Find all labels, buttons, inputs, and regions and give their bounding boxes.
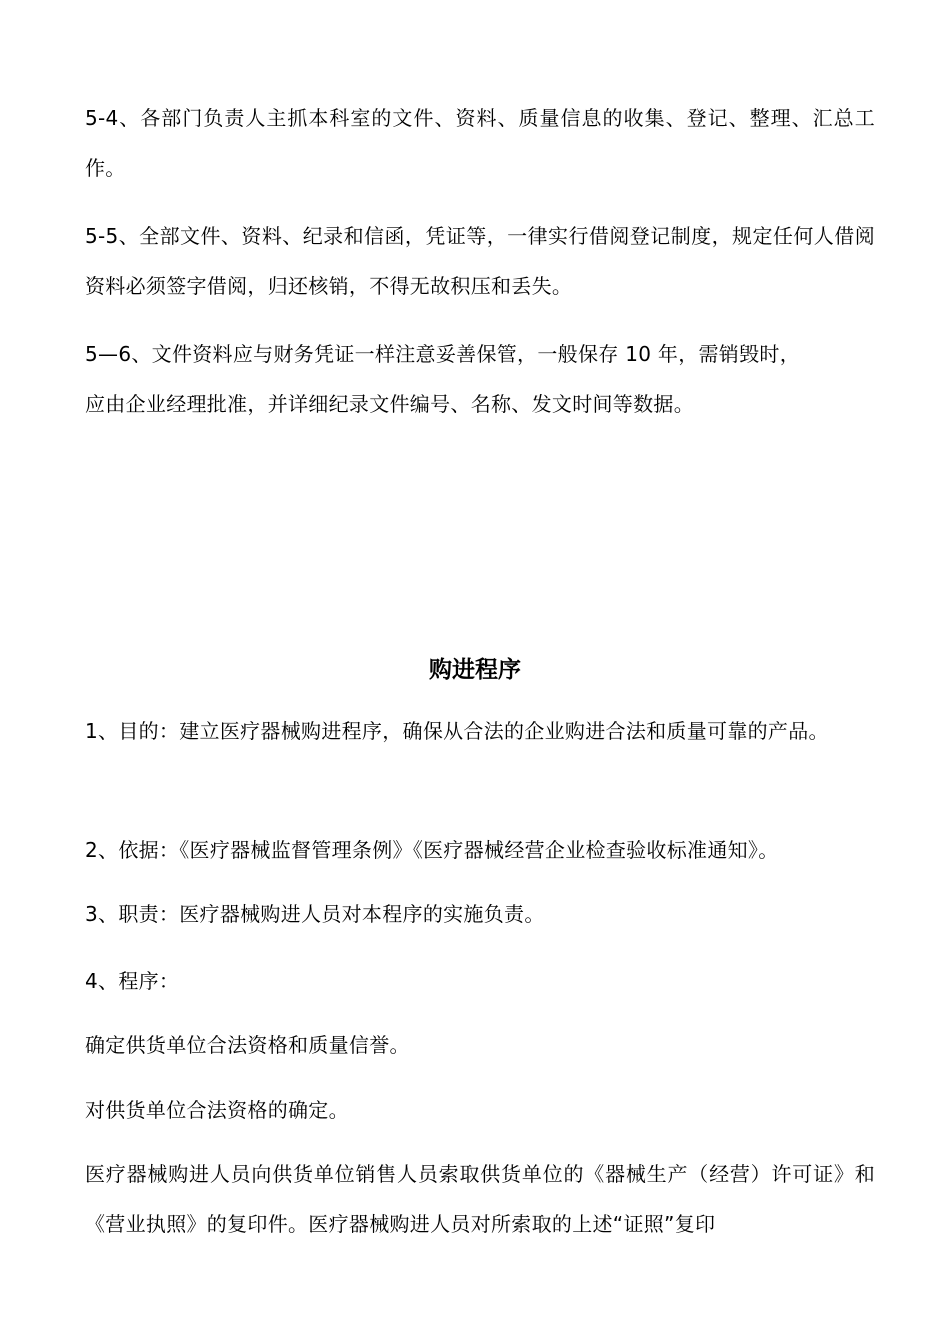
paragraph-5-6-line1: 5—6、文件资料应与财务凭证一样注意妥善保管，一般保存 10 年，需销毁时， xyxy=(85,342,801,366)
item-basis: 2、依据：《医疗器械监督管理条例》《医疗器械经营企业检查验收标准通知》。 xyxy=(85,838,779,862)
paragraph-5-4: 5-4、各部门负责人主抓本科室的文件、资料、质量信息的收集、登记、整理、汇总工作。 xyxy=(85,106,875,180)
step-supplier-qualification: 对供货单位合法资格的确定。 xyxy=(85,1098,349,1122)
item-responsibility: 3、职责：医疗器械购进人员对本程序的实施负责。 xyxy=(85,902,545,926)
step-request-licenses: 医疗器械购进人员向供货单位销售人员索取供货单位的《器械生产（经营）许可证》和《营业执照》的复印件。医疗器械购进人员对所索取的上述“证照”复印 xyxy=(85,1162,875,1236)
item-purpose: 1、目的：建立医疗器械购进程序，确保从合法的企业购进合法和质量可靠的产品。 xyxy=(85,719,829,743)
step-confirm-supplier: 确定供货单位合法资格和质量信誉。 xyxy=(85,1033,410,1057)
paragraph-5-6-line2: 应由企业经理批准，并详细纪录文件编号、名称、发文时间等数据。 xyxy=(85,392,694,416)
paragraph-5-5: 5-5、全部文件、资料、纪录和信函，凭证等，一律实行借阅登记制度，规定任何人借阅资料必须签字借阅，归还核销，不得无故积压和丢失。 xyxy=(85,224,875,298)
section-title: 购进程序 xyxy=(429,657,521,683)
item-procedure: 4、程序： xyxy=(85,969,180,993)
